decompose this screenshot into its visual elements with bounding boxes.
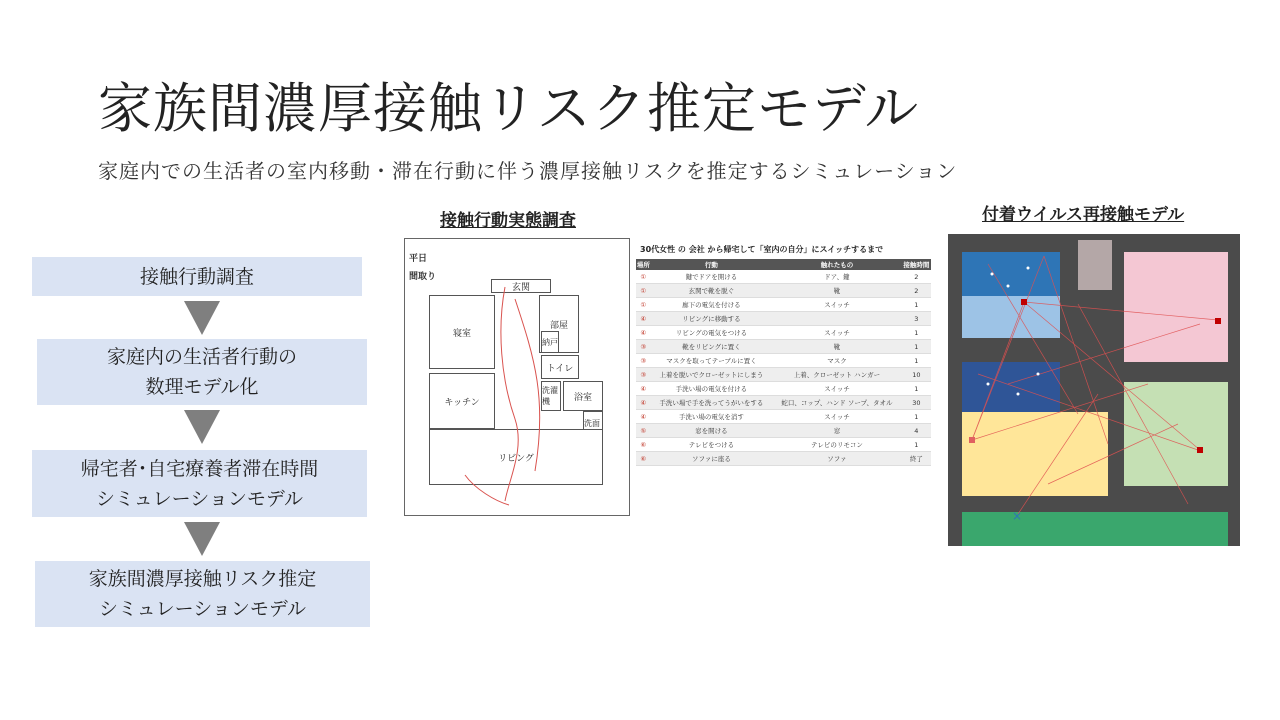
col-action: 行動 — [651, 259, 773, 270]
cell-touched: 蛇口、コップ、ハンド ソープ、タオル — [772, 396, 902, 410]
col-duration: 接触時間 — [903, 261, 930, 269]
flow-arrow-2 — [184, 410, 220, 444]
room-room: 部屋 — [539, 295, 579, 353]
cell-duration: 終了 — [902, 452, 931, 466]
flow-arrow-3 — [184, 522, 220, 556]
table-row — [636, 382, 931, 396]
cell-action: 手洗い場の電気を付ける — [651, 382, 773, 396]
room-living: リビング — [429, 429, 603, 485]
table-row — [636, 312, 931, 326]
cell-place: ③ — [636, 368, 651, 382]
cell-action: 玄関で靴を脱ぐ — [651, 284, 773, 298]
table-row — [636, 298, 931, 312]
table-row — [636, 396, 931, 410]
movement-path — [405, 239, 631, 517]
cell-duration: 1 — [902, 298, 931, 312]
cell-action: 鍵でドアを開ける — [651, 270, 773, 284]
cell-action: テレビをつける — [651, 438, 773, 452]
flow-step-survey-label: 接触行動調査 — [139, 265, 254, 288]
plan-label: 間取り — [409, 272, 437, 282]
flow-step-risk-simulation-line2: シミュレーションモデル — [99, 598, 306, 620]
cell-duration: 1 — [902, 410, 931, 424]
cell-place: ① — [636, 298, 651, 312]
contact-lines — [948, 234, 1240, 546]
cell-place: ④ — [636, 312, 651, 326]
cell-action: 手洗い場の電気を消す — [651, 410, 773, 424]
cell-duration: 2 — [902, 270, 931, 284]
svg-text:×: × — [1012, 509, 1023, 523]
table-row — [636, 452, 931, 466]
table-row — [636, 368, 931, 382]
floor-plan — [404, 238, 630, 516]
cell-touched: テレビのリモコン — [772, 438, 902, 452]
room-bedroom: 寝室 — [429, 295, 495, 369]
room-bath: 浴室 — [563, 381, 603, 411]
cell-duration: 3 — [902, 312, 931, 326]
cell-place: ⑥ — [636, 438, 651, 452]
contact-table — [636, 238, 931, 466]
flow-step-survey — [32, 257, 362, 296]
cell-touched: ソファ — [772, 452, 902, 466]
cell-place: ④ — [636, 410, 651, 424]
table-row — [636, 326, 931, 340]
virus-heading: 付着ウイルス再接触モデル — [982, 205, 1185, 225]
flow-step-stay-simulation-line2: シミュレーションモデル — [96, 487, 303, 510]
cell-duration: 1 — [902, 326, 931, 340]
table-row — [636, 340, 931, 354]
cell-action: 手洗い場で手を洗ってうがいをする — [651, 396, 773, 410]
contact-table-grid — [636, 259, 931, 466]
day-label: 平日 — [409, 254, 428, 264]
cell-place: ① — [636, 284, 651, 298]
cell-place: ⑤ — [636, 424, 651, 438]
cell-touched: ドア、鍵 — [772, 270, 902, 284]
flow-step-risk-simulation-line1: 家族間濃厚接触リスク推定 — [88, 568, 317, 590]
table-row — [636, 410, 931, 424]
contact-table-title: 30代女性 の 会社 から帰宅して「室内の自分」にスイッチするまで — [640, 245, 884, 254]
cell-touched: スイッチ — [772, 298, 902, 312]
cell-action: 廊下の電気を付ける — [651, 298, 773, 312]
cell-place: ⑥ — [636, 452, 651, 466]
cell-action: 窓を開ける — [651, 424, 773, 438]
cell-place: ① — [636, 270, 651, 284]
cell-place: ③ — [636, 340, 651, 354]
cell-touched — [772, 312, 902, 326]
table-row — [636, 424, 931, 438]
cell-duration: 1 — [902, 438, 931, 452]
table-row — [636, 354, 931, 368]
page-title: 家族間濃厚接触リスク推定モデル — [98, 77, 920, 140]
room-toilet: トイレ — [541, 355, 579, 379]
cell-action: ソファに座る — [651, 452, 773, 466]
cell-action: マスクを取ってテーブルに置く — [651, 354, 773, 368]
flow-step-stay-simulation-line1: 帰宅者･自宅療養者滞在時間 — [80, 457, 319, 480]
survey-heading: 接触行動実態調査 — [440, 211, 576, 231]
cell-duration: 2 — [902, 284, 931, 298]
cell-action: 靴をリビングに置く — [651, 340, 773, 354]
cell-touched: スイッチ — [772, 382, 902, 396]
cell-touched: スイッチ — [772, 410, 902, 424]
flow-step-risk-simulation — [35, 561, 370, 627]
cell-place: ④ — [636, 396, 651, 410]
cell-touched: 上着、クローゼット ハンガー — [772, 368, 902, 382]
cell-duration: 4 — [902, 424, 931, 438]
cell-place: ③ — [636, 354, 651, 368]
cell-touched: 靴 — [772, 284, 902, 298]
cell-action: リビングに移動する — [651, 312, 773, 326]
cell-duration: 1 — [902, 340, 931, 354]
table-row — [636, 270, 931, 284]
room-laundry: 洗濯機 — [541, 381, 561, 411]
cell-touched: 窓 — [772, 424, 902, 438]
page-subtitle: 家庭内での生活者の室内移動・滞在行動に伴う濃厚接触リスクを推定するシミュレーション — [98, 159, 958, 183]
cell-touched: スイッチ — [772, 326, 902, 340]
flow-step-modeling-line1: 家庭内の生活者行動の — [106, 346, 297, 368]
col-touched: 触れたもの — [772, 259, 902, 270]
room-storage: 納戸 — [541, 331, 559, 353]
room-washroom: 洗面 — [583, 411, 603, 447]
cell-action: リビングの電気をつける — [651, 326, 773, 340]
cell-touched: マスク — [772, 354, 902, 368]
cell-duration: 1 — [902, 354, 931, 368]
table-row — [636, 438, 931, 452]
cell-duration: 10 — [902, 368, 931, 382]
flow-step-modeling-line2: 数理モデル化 — [145, 376, 259, 398]
cell-touched: 靴 — [772, 340, 902, 354]
cell-place: ④ — [636, 326, 651, 340]
room-kitchen: キッチン — [429, 373, 495, 429]
survey-image — [404, 238, 931, 518]
cell-duration: 30 — [902, 396, 931, 410]
flow-step-modeling — [37, 339, 367, 405]
cell-action: 上着を脱いでクローゼットにしまう — [651, 368, 773, 382]
col-place: 場所 — [636, 261, 650, 269]
flow-step-stay-simulation — [32, 450, 367, 517]
table-row — [636, 284, 931, 298]
cell-duration: 1 — [902, 382, 931, 396]
cell-place: ④ — [636, 382, 651, 396]
flow-arrow-1 — [184, 301, 220, 335]
virus-grid-image — [948, 234, 1240, 546]
room-entrance: 玄関 — [491, 279, 551, 293]
